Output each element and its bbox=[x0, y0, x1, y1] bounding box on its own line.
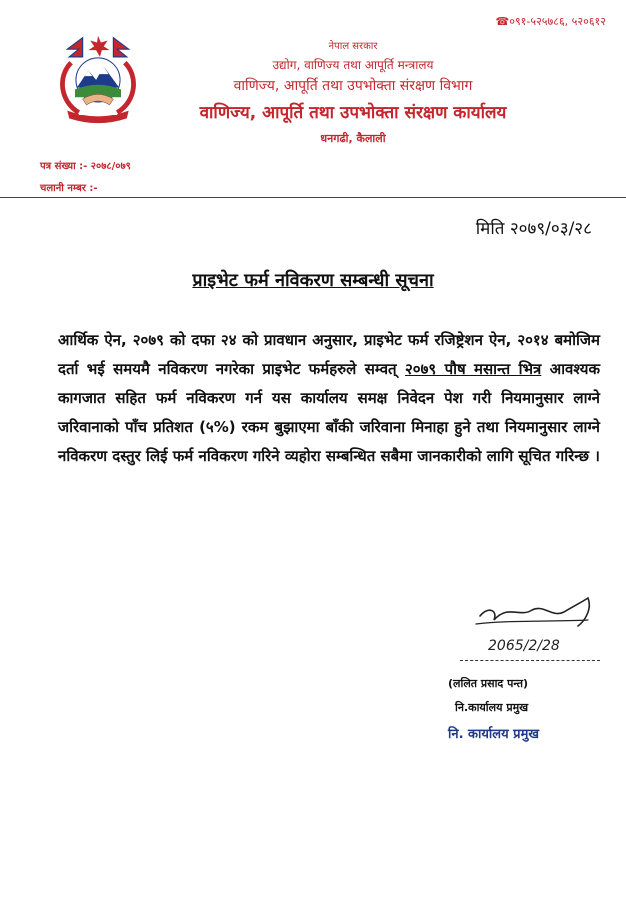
letter-date: मिति २०७९/०३/२८ bbox=[475, 219, 592, 239]
header-line-nepal-sarkar: नेपाल सरकार bbox=[328, 41, 378, 52]
header-divider bbox=[0, 197, 626, 198]
body-text-part-1: आर्थिक ऐन, २०७९ को दफा २४ को प्रावधान अनुसार, प्राइभेट फर्म रजिष्ट्रेशन ऐन, २०१४ बमोजिम दर्ता भई समयमै नविकरण नगरेका प्राइभेट फर्महरुले सम्वत् bbox=[58, 331, 600, 378]
header-line-office: वाणिज्य, आपूर्ति तथा उपभोक्ता संरक्षण कार्यालय bbox=[199, 103, 507, 123]
phone-number: ☎०९१-५२५७८६, ५२०६१२ bbox=[495, 15, 606, 28]
signatory-designation: नि.कार्यालय प्रमुख bbox=[455, 701, 529, 714]
body-text-part-2: आवश्यक कागजात सहित फर्म नविकरण गर्न यस कार्यालय समक्ष निवेदन पेश गरी नियमानुसार लाग्ने जरिवानाको पाँच प्रतिशत (५%) रकम बुझाएमा बाँकी जरिवाना मिनाहा हुने तथा नियमानुसार लाग्ने नविकरण दस्तुर लिई फर्म नविकरण गरिने व्यहोरा सम्बन्धित सबैमा जानकारीको लागि सूचित गरिन्छ । bbox=[58, 360, 600, 465]
signatory-name: (ललित प्रसाद पन्त) bbox=[448, 677, 529, 690]
notice-body bbox=[58, 326, 600, 471]
handwritten-signature bbox=[448, 590, 618, 660]
header-line-location: धनगढी, कैलाली bbox=[320, 132, 386, 145]
body-deadline-highlight: २०७९ पौष मसान्त भित्र bbox=[405, 360, 542, 378]
patra-sankhya: पत्र संख्या :- २०७८/०७९ bbox=[40, 161, 131, 172]
designation-stamp: नि. कार्यालय प्रमुख bbox=[448, 727, 539, 742]
chalani-number: चलानी नम्बर :- bbox=[40, 183, 98, 194]
notice-subject: प्राइभेट फर्म नविकरण सम्बन्धी सूचना bbox=[192, 270, 434, 291]
signature-date: 2065/2/28 bbox=[488, 638, 560, 654]
signature-line bbox=[460, 660, 600, 661]
header-line-ministry: उद्योग, वाणिज्य तथा आपूर्ति मन्त्रालय bbox=[272, 58, 434, 72]
header-line-department: वाणिज्य, आपूर्ति तथा उपभोक्ता संरक्षण विभाग bbox=[233, 78, 473, 94]
